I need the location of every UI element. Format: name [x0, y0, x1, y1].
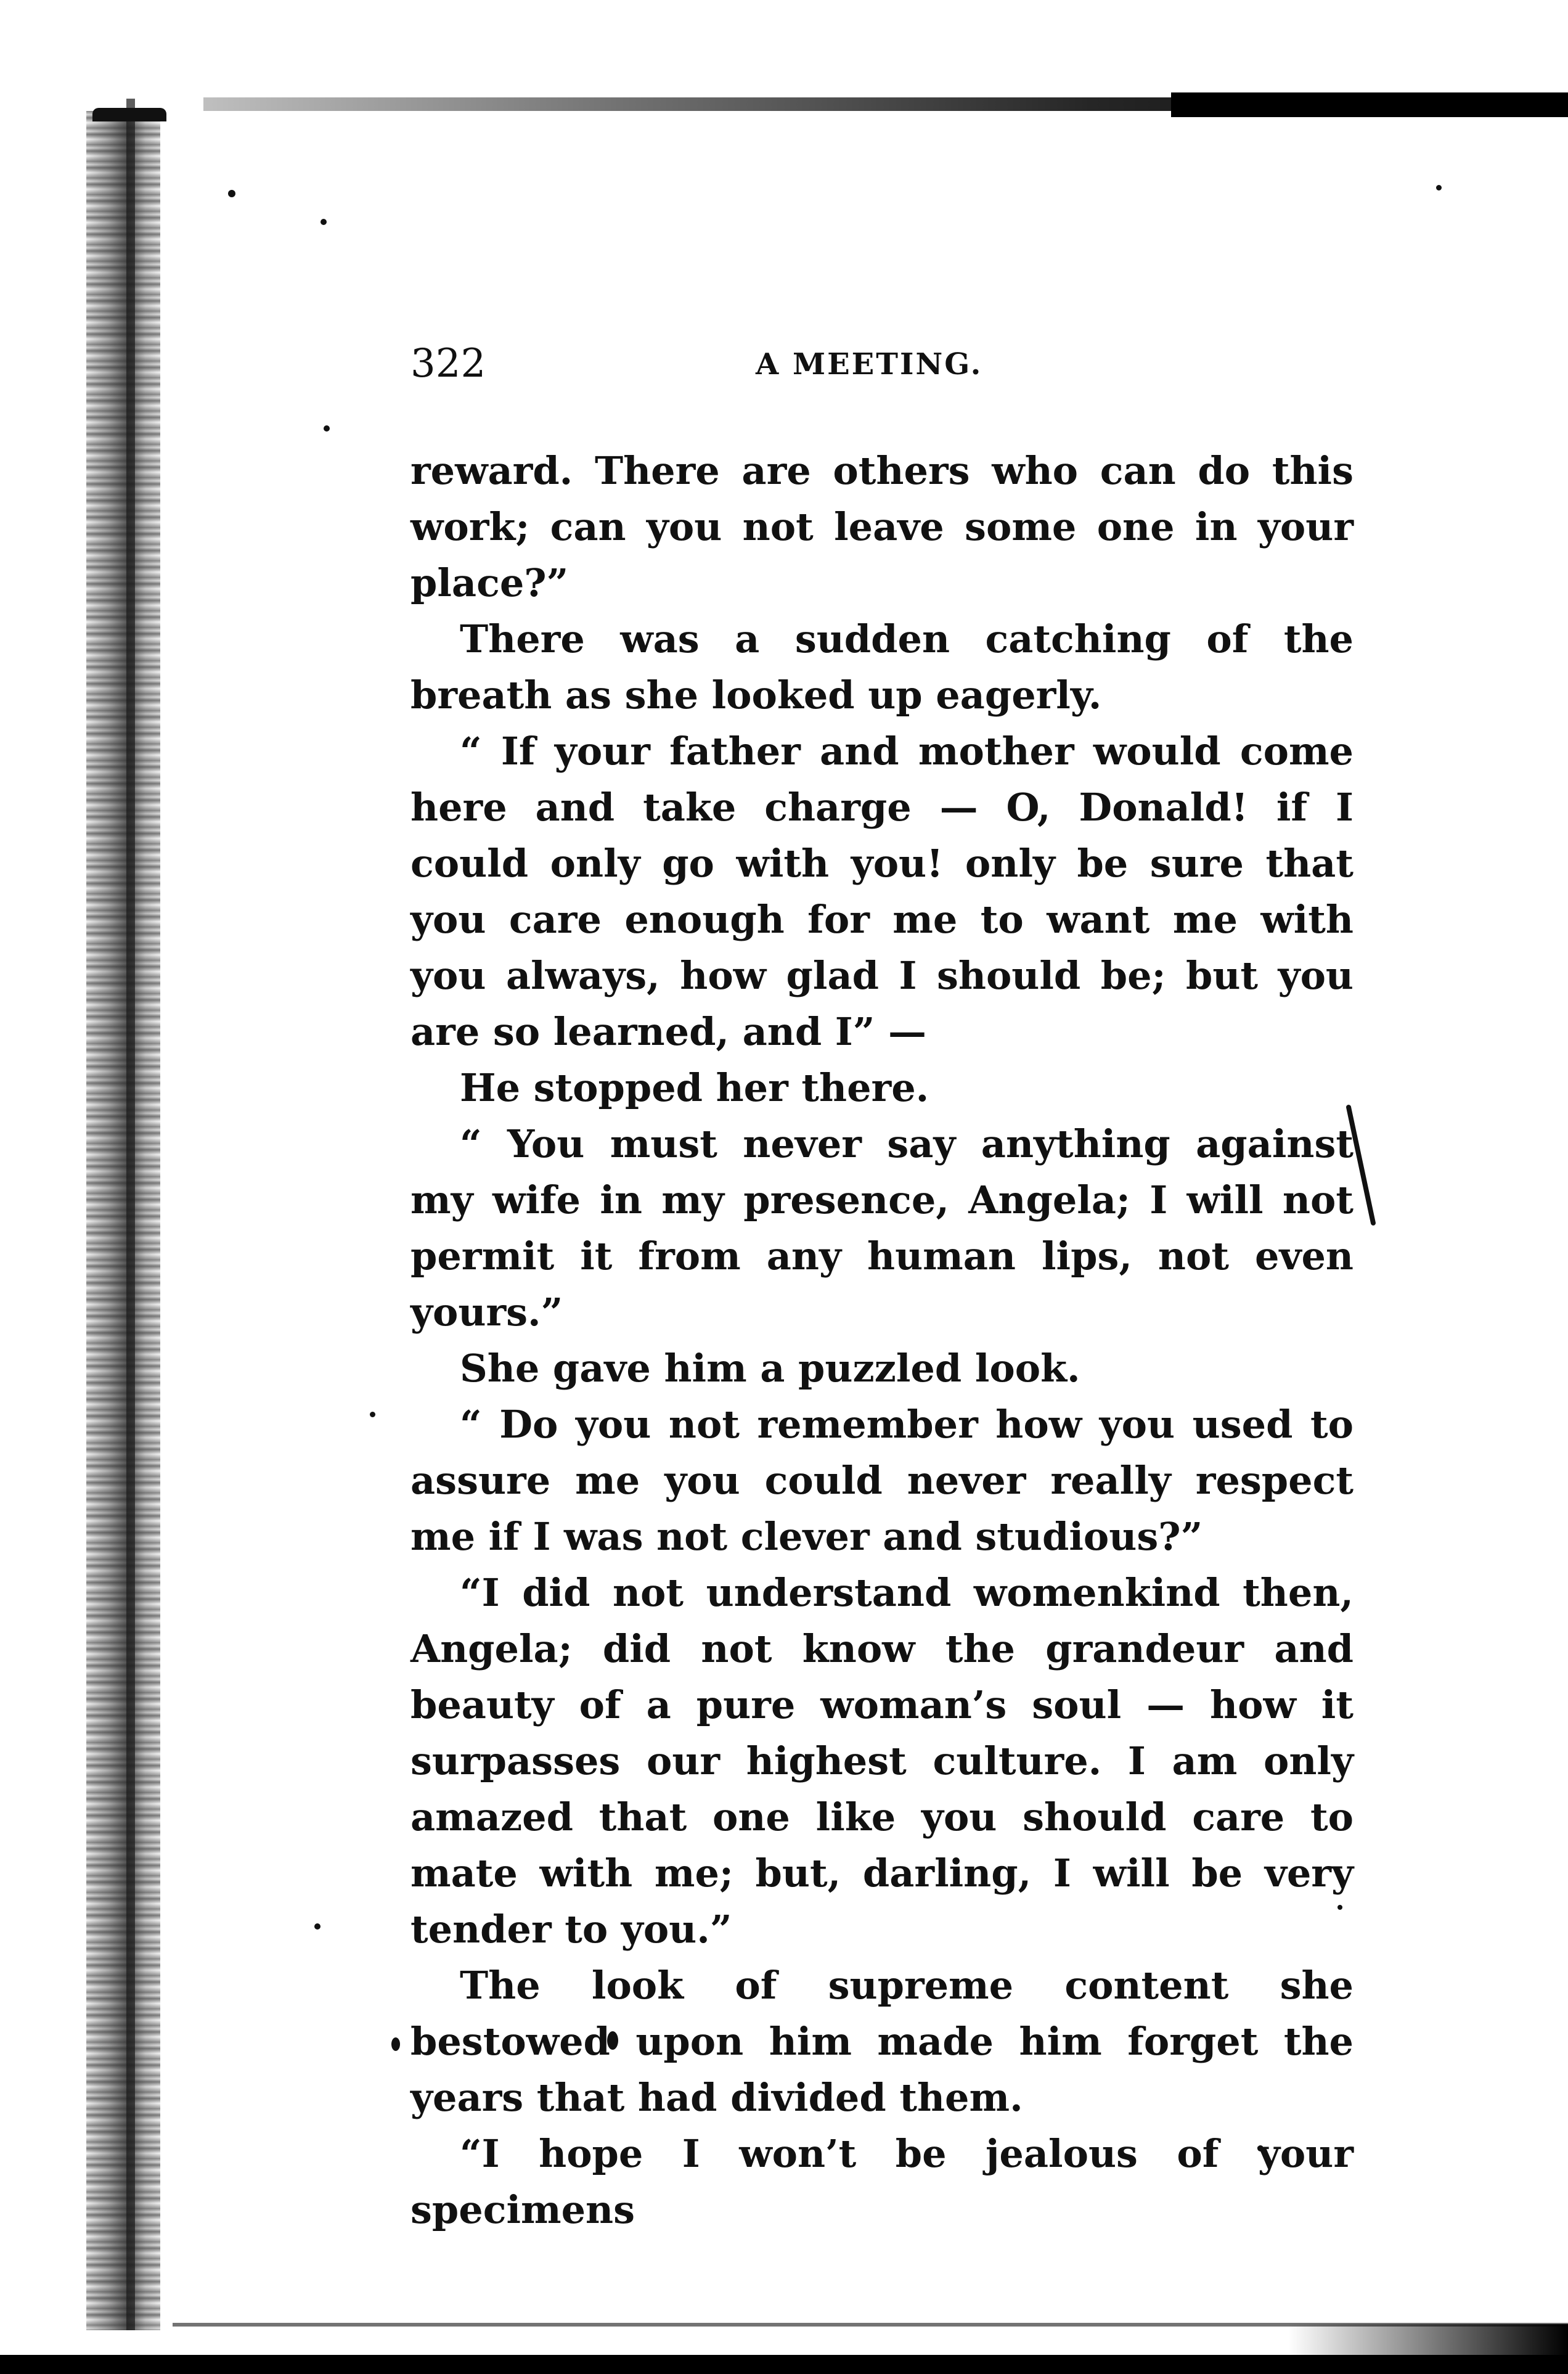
paragraph: “ You must never say anything against my wife in my presence, Angela; I will not permit it from any human lips, not even yours.” — [410, 1121, 1354, 1335]
paragraph: She gave him a puzzled look. — [460, 1346, 1080, 1391]
top-left-corner-shadow — [92, 108, 166, 121]
running-head: A MEETING. — [756, 347, 983, 382]
page-header — [410, 336, 1354, 391]
scan-speck — [228, 190, 235, 197]
paragraph: “I did not understand womenkind then, Angela; did not know the grandeur and beauty of a pure woman’s soul — how it surpasses our highest culture. I am only amazed that one like you should care to mate with me; but, darling, I will be very tender to you.” — [410, 1570, 1354, 1952]
scan-speck — [324, 425, 330, 432]
binding-shadow — [86, 111, 160, 2330]
paragraph: “ Do you not remember how you used to assure me you could never really respect me if I was not clever and studious?” — [410, 1402, 1354, 1559]
page-number: 322 — [410, 341, 486, 387]
paragraph: There was a sudden catching of the breath as she looked up eagerly. — [410, 616, 1354, 718]
body-text — [410, 443, 1354, 2238]
scan-speck — [370, 1412, 375, 1417]
paragraph: He stopped her there. — [460, 1065, 929, 1110]
paragraph: “ If your father and mother would come here and take charge — O, Donald! if I could only go with you! only be sure that you care enough for me to want me with you always, how glad I should be; but you are so learned, and I” — — [410, 729, 1354, 1054]
scan-speck — [1436, 185, 1442, 190]
scan-speck — [321, 219, 327, 225]
binding-edge-line — [126, 99, 135, 2330]
paragraph: The look of supreme content she bestowed upon him made him forget the years that had divided them. — [410, 1963, 1354, 2120]
top-right-edge-shadow — [1171, 92, 1568, 117]
scan-speck — [314, 1923, 321, 1930]
scan-speck — [391, 2037, 400, 2051]
bottom-edge-shadow — [0, 2355, 1568, 2374]
paragraph: reward. There are others who can do this work; can you not leave some one in your place?” — [410, 448, 1354, 605]
paragraph: “I hope I won’t be jealous of your specimens — [410, 2131, 1354, 2232]
